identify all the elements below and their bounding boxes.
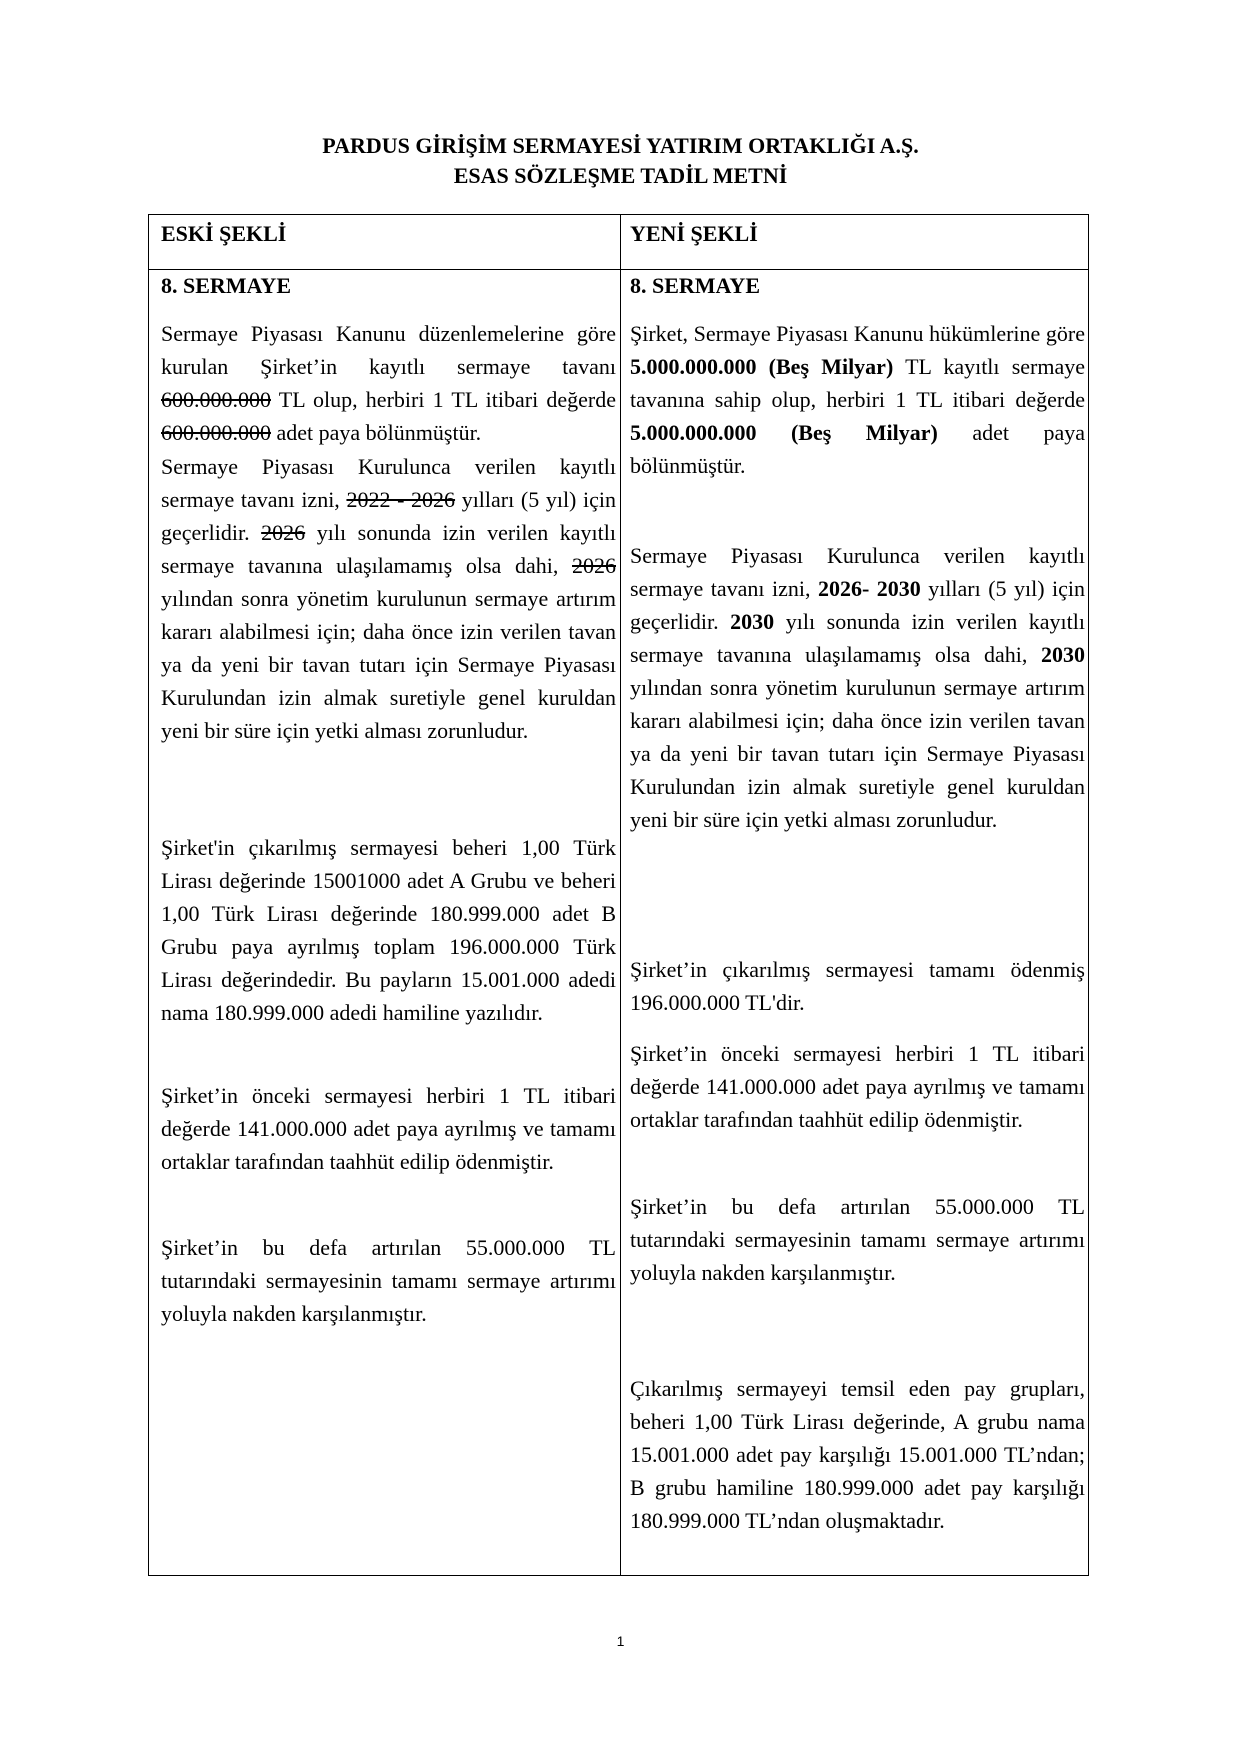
- old-paragraph-2: Sermaye Piyasası Kurulunca verilen kayıtlı sermaye tavanı izni, 2022 - 2026 yılları (5 yıl) için geçerlidir. 2026 yılı sonunda izin verilen kayıtlı sermaye tavanına ulaşılamamış olsa dahi, 2026 yılından sonra yönetim kurulunun sermaye artırım kararı alabilmesi için; daha önce izin verilen tavan ya da yeni bir tavan tutarı için Sermaye Piyasası Kurulundan izin almak suretiyle genel kuruldan yeni bir süre için yetki alması zorunludur.: [161, 454, 617, 743]
- header-divider: [149, 269, 1088, 270]
- document-title: PARDUS GİRİŞİM SERMAYESİ YATIRIM ORTAKLIĞI A.Ş.: [322, 133, 919, 158]
- old-paragraph-4: Şirket’in önceki sermayesi herbiri 1 TL itibari değerde 141.000.000 adet paya ayrılmış ve tamamı ortaklar tarafından taahhüt edilip ödenmiştir.: [161, 1083, 616, 1174]
- new-section-title: 8. SERMAYE: [630, 273, 760, 298]
- bold-value: 2026- 2030: [817, 576, 921, 601]
- new-paragraph-2: Sermaye Piyasası Kurulunca verilen kayıtlı sermaye tavanı izni, 2026- 2030 yılları (5 yıl) için geçerlidir. 2030 yılı sonunda izin verilen kayıtlı sermaye tavanına ulaşılamamış olsa dahi, 2030 yılından sonra yönetim kurulunun sermaye artırım kararı alabilmesi için; daha önce izin verilen tavan ya da yeni bir tavan tutarı için Sermaye Piyasası Kurulundan izin almak suretiyle genel kuruldan yeni bir süre için yetki alması zorunludur.: [630, 543, 1085, 832]
- struck-value: 2026: [572, 553, 616, 578]
- new-paragraph-5: Şirket’in bu defa artırılan 55.000.000 TL tutarındaki sermayesinin tamamı sermaye artırımı yoluyla nakden karşılanmıştır.: [630, 1194, 1085, 1285]
- new-paragraph-3: Şirket’in çıkarılmış sermayesi tamamı ödenmiş 196.000.000 TL'dir.: [630, 957, 1085, 1015]
- old-section-title: 8. SERMAYE: [161, 273, 291, 298]
- bold-value: 2030: [730, 609, 775, 634]
- struck-value: 2026: [261, 520, 306, 545]
- comparison-table: [148, 214, 1089, 1576]
- struck-value: 600.000.000: [161, 420, 271, 445]
- new-paragraph-6: Çıkarılmış sermayeyi temsil eden pay grupları, beheri 1,00 Türk Lirası değerinde, A grubu nama 15.001.000 adet pay karşılığı 15.001.000 TL’ndan; B grubu hamiline 180.999.000 adet pay karşılığı 180.999.000 TL’ndan oluşmaktadır.: [630, 1376, 1085, 1533]
- old-paragraph-5: Şirket’in bu defa artırılan 55.000.000 TL tutarındaki sermayesinin tamamı sermaye artırımı yoluyla nakden karşılanmıştır.: [161, 1235, 616, 1326]
- old-paragraph-1: Sermaye Piyasası Kanunu düzenlemelerine göre kurulan Şirket’in kayıtlı sermaye tavanı 600.000.000 TL olup, herbiri 1 TL itibari değerde 600.000.000 adet paya bölünmüştür.: [161, 321, 616, 445]
- page-number: 1: [616, 1633, 625, 1649]
- new-paragraph-1: Şirket, Sermaye Piyasası Kanunu hükümlerine göre 5.000.000.000 (Beş Milyar) TL kayıtlı sermaye tavanına sahip olup, herbiri 1 TL itibari değerde 5.000.000.000 (Beş Milyar) adet paya bölünmüştür.: [630, 321, 1086, 478]
- new-column-header: YENİ ŞEKLİ: [630, 221, 758, 246]
- struck-value: 600.000.000: [161, 387, 271, 412]
- column-divider: [620, 215, 621, 1575]
- new-paragraph-4: Şirket’in önceki sermayesi herbiri 1 TL itibari değerde 141.000.000 adet paya ayrılmış ve tamamı ortaklar tarafından taahhüt edilip ödenmiştir.: [630, 1041, 1085, 1132]
- bold-value: 2030: [1041, 642, 1085, 667]
- bold-value: 5.000.000.000 (Beş Milyar): [630, 420, 938, 445]
- old-paragraph-3: Şirket'in çıkarılmış sermayesi beheri 1,00 Türk Lirası değerinde 15001000 adet A Grubu ve beheri 1,00 Türk Lirası değerinde 180.999.000 adet B Grubu paya ayrılmış toplam 196.000.000 Türk Lirası değerindedir. Bu payların 15.001.000 adedi nama 180.999.000 adedi hamiline yazılıdır.: [161, 835, 616, 1025]
- struck-value: 2022 - 2026: [346, 487, 456, 512]
- bold-value: 5.000.000.000 (Beş Milyar): [630, 354, 894, 379]
- document-subtitle: ESAS SÖZLEŞME TADİL METNİ: [453, 163, 788, 188]
- old-column-header: ESKİ ŞEKLİ: [161, 221, 287, 246]
